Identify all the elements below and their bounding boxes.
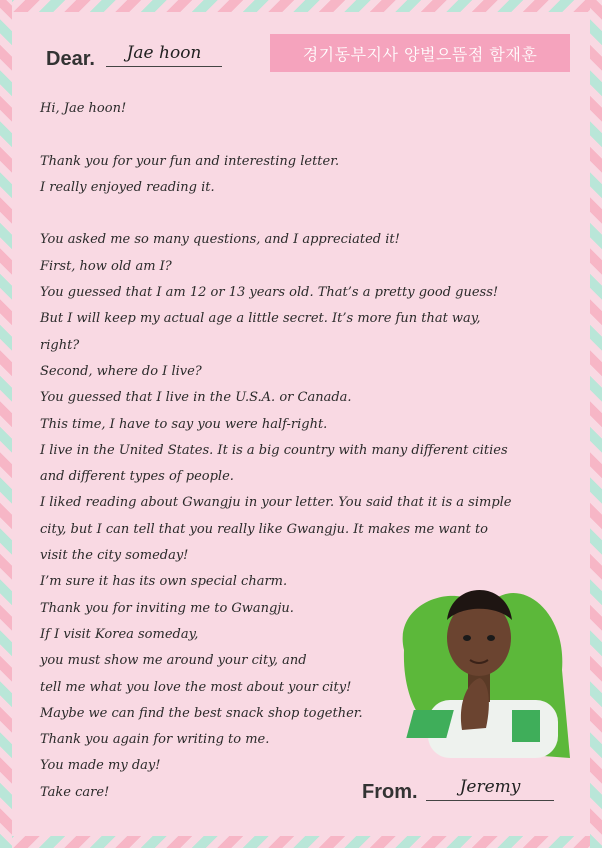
letter-line: But I will keep my actual age a little secret. It’s more fun that way,: [40, 311, 481, 327]
letter-line: tell me what you love the most about your city!: [40, 679, 352, 695]
letter-line: you must show me around your city, and: [40, 653, 307, 669]
letter-line: I liked reading about Gwangju in your letter. You said that it is a simple: [40, 495, 512, 511]
letter-line: [40, 122, 560, 148]
letter-line: visit the city someday!: [40, 548, 189, 564]
recipient-name: Jae hoon: [106, 40, 222, 67]
dear-label: Dear.: [46, 48, 95, 70]
letter-line: Thank you for inviting me to Gwangju.: [40, 600, 294, 616]
letter-line: city, but I can tell that you really like Gwangju. It makes me want to: [40, 521, 488, 537]
letter-line: You guessed that I live in the U.S.A. or Canada.: [40, 390, 352, 406]
letter-line: If I visit Korea someday,: [40, 626, 199, 642]
letter-line: I really enjoyed reading it.: [40, 179, 215, 195]
letter-line: You guessed that I am 12 or 13 years old. That’s a pretty good guess!: [40, 285, 499, 301]
letter-line: I live in the United States. It is a big country with many different cities: [40, 442, 508, 458]
letter-line: Second, where do I live?: [40, 363, 202, 379]
letter-line: You asked me so many questions, and I appreciated it!: [40, 232, 400, 248]
airmail-border-top: [0, 0, 602, 12]
from-label: From.: [362, 781, 418, 803]
letter-line: [40, 201, 560, 227]
letter-line: I’m sure it has its own special charm.: [40, 574, 288, 590]
letter-line: Thank you for your fun and interesting letter.: [40, 153, 340, 169]
sender-photo: [392, 560, 572, 760]
letter-line: Thank you again for writing to me.: [40, 732, 270, 748]
letter-line: Maybe we can find the best snack shop together.: [40, 705, 363, 721]
letter-line: This time, I have to say you were half-right.: [40, 416, 328, 432]
airmail-border-bottom: [0, 836, 602, 848]
airmail-border-right: [590, 0, 602, 848]
letter-line: First, how old am I?: [40, 258, 172, 274]
letter-line: and different types of people.: [40, 469, 234, 485]
airmail-border-left: [0, 0, 12, 848]
sender-name: Jeremy: [426, 774, 554, 801]
letter-line: Take care!: [40, 784, 110, 800]
sender-badge: 경기동부지사 양벌으뜸점 함재훈: [270, 34, 570, 72]
letter-line: Hi, Jae hoon!: [40, 101, 127, 116]
letter-line: You made my day!: [40, 758, 161, 774]
letter-line: right?: [40, 337, 80, 353]
